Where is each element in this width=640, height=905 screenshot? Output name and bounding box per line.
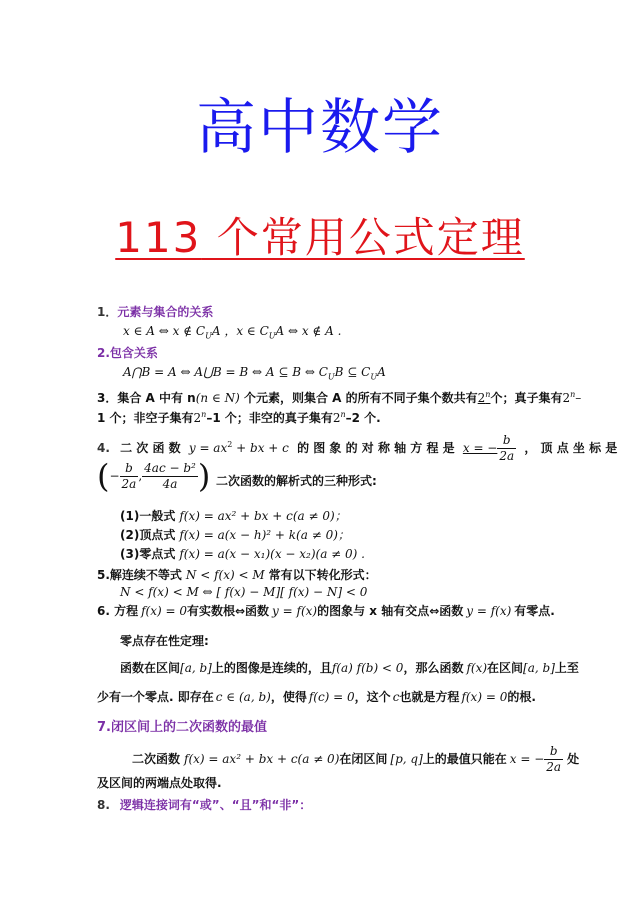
section-8-title: 逻辑连接词有“或”、“且”和“非”： bbox=[119, 798, 312, 812]
forms-title: 二次函数的解析式的三种形式: bbox=[216, 474, 377, 488]
subtitle-number: 113 bbox=[115, 213, 202, 262]
section-3-line-1: 3．集合 A 中有 n(n ∈ N) 个元素，则集合 A 的所有不同子集个数共有2$^n$个；真子集有2$^n$– bbox=[97, 390, 582, 405]
section-7-line-2: 及区间的两端点处取得. bbox=[97, 776, 222, 790]
form-general: (1)一般式 f(x) = ax² + bx + c(a ≠ 0)； bbox=[120, 509, 347, 523]
section-1-formula: x ∈ A ⇔ x ∉ $C_UA$ ，x ∈ $C_UA$ ⇔ x ∉ A . bbox=[123, 324, 342, 341]
vertex-coordinates: (− $\frac{b}{2a}$ , $\frac{\text{4ac − b²}}{4a}$ ) bbox=[97, 457, 211, 495]
section-6-theorem-line-2: 少有一个零点. 即存在 c ∈ (a, b)，使得 f(c) = 0，这个 c也就是方程 f(x) = 0的根. bbox=[97, 690, 536, 704]
axis-fraction: $\frac{b}{2a}$ bbox=[499, 433, 515, 463]
section-3-line-2: 1 个；非空子集有2$^n$–1 个；非空的真子集有2$^n$–2 个. bbox=[97, 410, 381, 425]
form-zero: (3)零点式 f(x) = a(x − x₁)(x − x₂)(a ≠ 0) . bbox=[120, 547, 365, 561]
subtitle-text: 个常用公式定理 bbox=[201, 213, 525, 262]
form-vertex: (2)顶点式 f(x) = a(x − h)² + k(a ≠ 0)； bbox=[120, 528, 350, 542]
section-7-title: 7.闭区间上的二次函数的最值 bbox=[97, 720, 267, 735]
section-6-line-1: 6. 方程 f(x) = 0有实数根⇔函数 y = f(x)的图象与 x 轴有交点⇔函数 y = f(x) 有零点. bbox=[97, 604, 555, 618]
section-5-formula: N < f(x) < M ⇔ [ f(x) − M][ f(x) − N] < 0 bbox=[120, 585, 368, 599]
section-1-title: 元素与集合的关系 bbox=[117, 305, 214, 319]
section-5-line-1: 5.解连续不等式 N < f(x) < M 常有以下转化形式： bbox=[97, 568, 377, 582]
section-2-title: 2.包含关系 bbox=[97, 346, 158, 360]
section-6-theorem-line-1: 函数在区间[a, b]上的图像是连续的，且f(a) f(b) < 0，那么函数 f(x)在区间[a, b]上至 bbox=[120, 661, 579, 675]
page-title: 高中数学 bbox=[196, 93, 444, 163]
section-2-formula: A⋂B = A ⇔ A⋃B = B ⇔ A ⊆ B ⇔ $C_UB$ ⊆ $C_UA$ bbox=[123, 365, 386, 382]
section-4-line-1: 4. 二 次 函 数 $y = ax^2$ + bx + c 的 图 象 的 对 称 轴 方 程 是 x = − $\frac{b}{2a}$ ， 顶 点 坐 标 是 bbox=[97, 433, 618, 463]
section-1-heading: 1．元素与集合的关系 bbox=[97, 305, 214, 319]
zero-theorem-title: 零点存在性定理: bbox=[120, 634, 209, 648]
page-subtitle bbox=[0, 205, 640, 265]
section-7-line-1: 二次函数 f(x) = ax² + bx + c(a ≠ 0)在闭区间 [p, q]上的最值只能在 x = − $\frac{b}{2a}$ 处 bbox=[132, 744, 580, 774]
section-8-heading: 8. 逻辑连接词有“或”、“且”和“非”： bbox=[97, 798, 312, 812]
